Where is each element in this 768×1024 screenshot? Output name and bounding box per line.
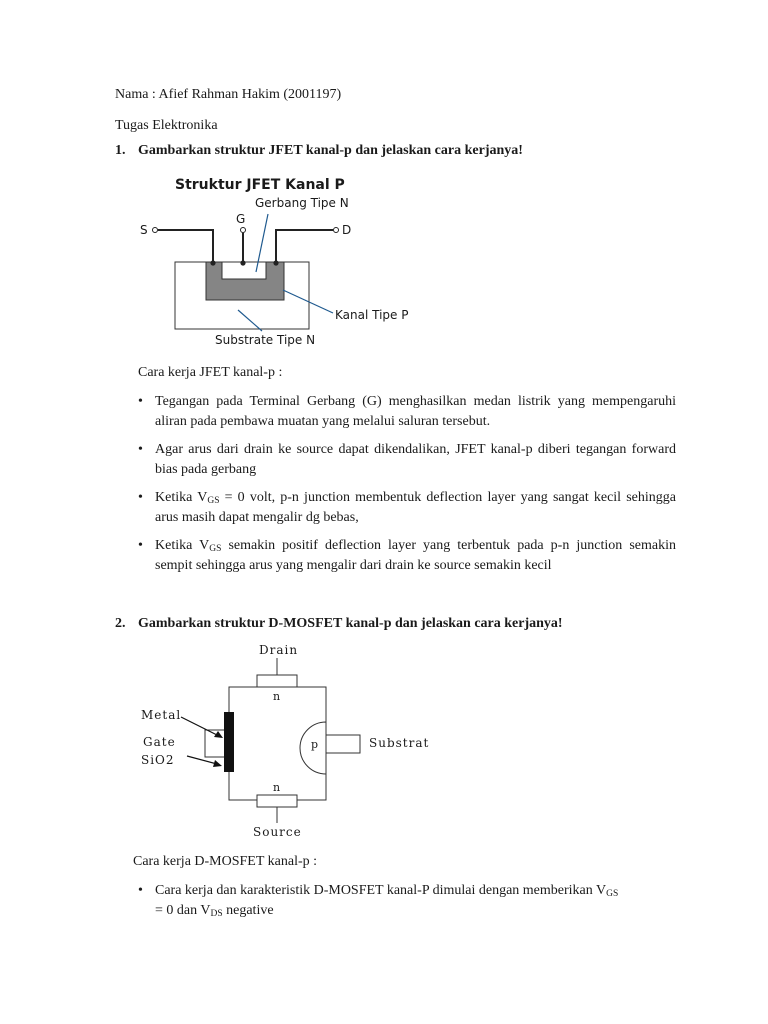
dmosfet-metal-sio2 <box>224 712 234 772</box>
dmosfet-arrow-metal <box>181 717 219 736</box>
jfet-label-substrate: Substrate Tipe N <box>215 333 316 347</box>
q1-bullet-2: Agar arus dari drain ke source dapat dikendalikan, JFET kanal-p diberi tegangan forward bias pada gerbang <box>155 442 676 477</box>
course-line: Tugas Elektronika <box>115 118 218 133</box>
jfet-diagram <box>135 168 435 353</box>
q1-number: 1. <box>115 143 126 158</box>
dmosfet-drain-n-region <box>257 675 297 687</box>
q1-bullet-1: Tegangan pada Terminal Gerbang (G) menghasilkan medan listrik yang mempengaruhi aliran pada pembawa muatan yang melalui saluran tersebut. <box>155 394 676 429</box>
dmosfet-diagram <box>135 638 445 843</box>
jfet-d-terminal <box>334 228 339 233</box>
q2-intro: Cara kerja D-MOSFET kanal-p : <box>133 854 318 869</box>
dmosfet-label-gate: Gate <box>143 735 176 749</box>
jfet-label-kanal: Kanal Tipe P <box>335 308 409 322</box>
jfet-d-wire <box>276 230 333 263</box>
jfet-g-terminal <box>241 228 246 233</box>
q1-question: Gambarkan struktur JFET kanal-p dan jelaskan cara kerjanya! <box>138 143 523 158</box>
dmosfet-label-source: Source <box>253 825 302 839</box>
bullet-icon: • <box>138 394 143 409</box>
dmosfet-substrat-terminal <box>326 735 360 753</box>
q2-bullet-1: Cara kerja dan karakteristik D-MOSFET kanal-P dimulai dengan memberikan $V_{GS}$ = 0 dan $V_{DS}$ negative <box>155 883 619 919</box>
dmosfet-label-drain: Drain <box>259 643 299 657</box>
dmosfet-arrowhead-sio2 <box>213 760 222 767</box>
jfet-label-s: S <box>140 223 148 237</box>
dmosfet-label-p: p <box>311 738 319 751</box>
jfet-s-terminal <box>153 228 158 233</box>
jfet-label-g: G <box>236 212 246 226</box>
jfet-d-contact <box>273 260 278 265</box>
jfet-s-wire <box>158 230 213 263</box>
dmosfet-label-n-bottom: n <box>273 781 281 794</box>
bullet-icon: • <box>138 442 143 457</box>
q1-bullet-4: Ketika $V_{GS}$ semakin positif deflection layer yang terbentuk pada p-n junction semakin sempit sehingga arus yang mengalir dari drain ke source semakin kecil <box>155 538 676 573</box>
jfet-s-contact <box>210 260 215 265</box>
q1-intro: Cara kerja JFET kanal-p : <box>138 365 283 380</box>
bullet-icon: • <box>138 538 143 553</box>
dmosfet-label-sio2: SiO2 <box>141 753 175 767</box>
jfet-label-gerbang: Gerbang Tipe N <box>255 196 349 210</box>
bullet-icon: • <box>138 490 143 505</box>
dmosfet-label-substrat: Substrat <box>369 736 430 750</box>
dmosfet-source-n-region <box>257 795 297 807</box>
jfet-label-d: D <box>342 223 352 237</box>
q2-number: 2. <box>115 616 126 631</box>
dmosfet-label-metal: Metal <box>141 708 182 722</box>
name-line: Nama : Afief Rahman Hakim (2001197) <box>115 87 342 102</box>
jfet-title: Struktur JFET Kanal P <box>175 177 345 193</box>
q2-question: Gambarkan struktur D-MOSFET kanal-p dan jelaskan cara kerjanya! <box>138 616 563 631</box>
q1-bullet-3: Ketika $V_{GS} = 0$ volt, p-n junction membentuk deflection layer yang sangat kecil sehingga arus masih dapat mengalir dg bebas, <box>155 490 676 525</box>
bullet-icon: • <box>138 883 143 898</box>
dmosfet-label-n-top: n <box>273 690 281 703</box>
jfet-g-contact <box>240 260 245 265</box>
